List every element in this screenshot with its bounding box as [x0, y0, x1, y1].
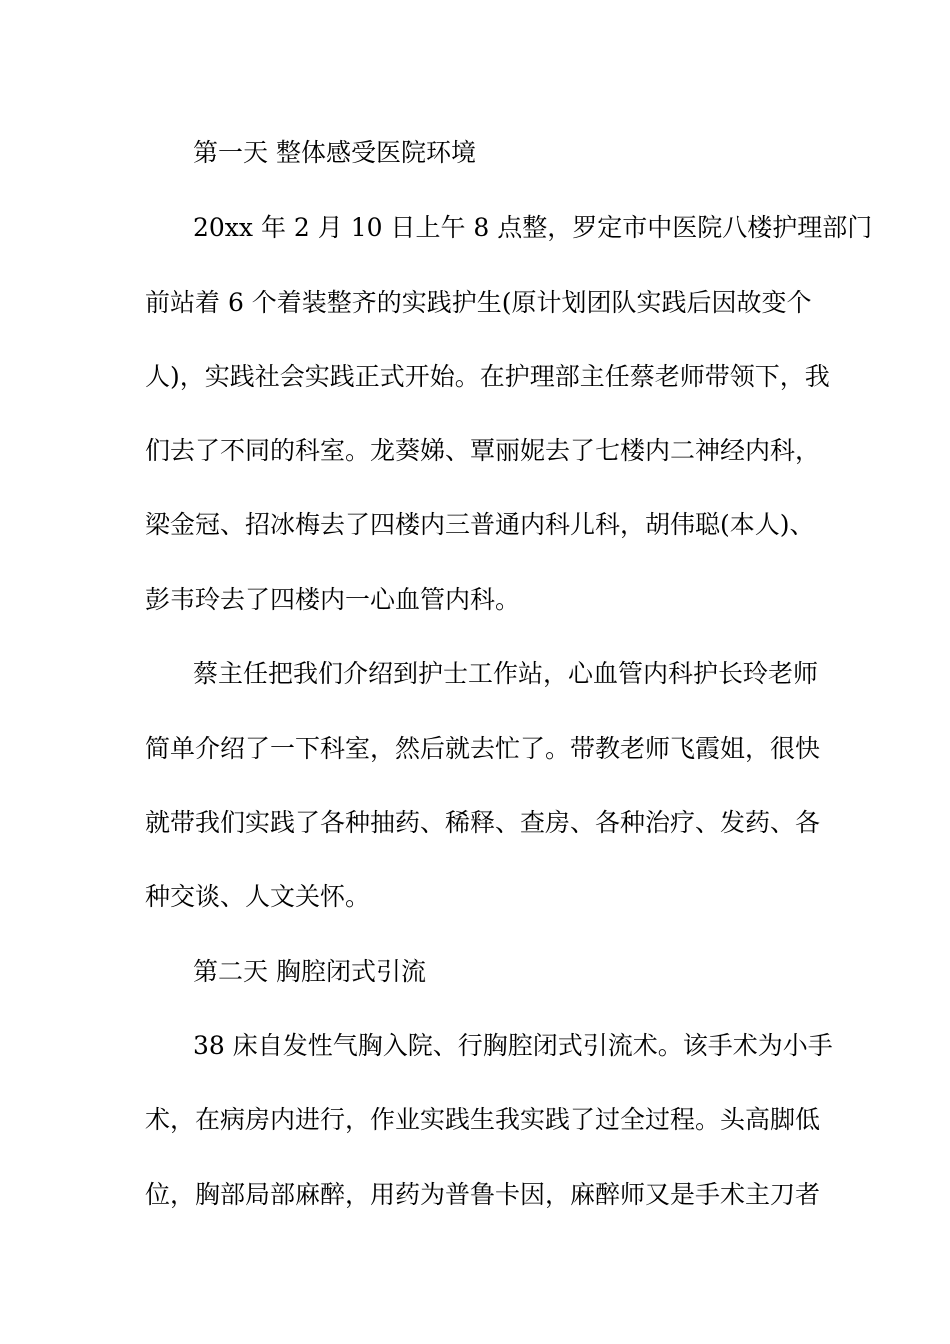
paragraph-line: 蔡主任把我们介绍到护士工作站，心血管内科护长玲老师: [193, 659, 819, 688]
paragraph-line: 20xx 年 2 月 10 日上午 8 点整，罗定市中医院八楼护理部门: [193, 213, 873, 242]
paragraph-line: 简单介绍了一下科室，然后就去忙了。带教老师飞霞姐，很快: [145, 734, 821, 763]
paragraph-line: 38 床自发性气胸入院、行胸腔闭式引流术。该手术为小手: [193, 1031, 833, 1060]
paragraph-line: 人)，实践社会实践正式开始。在护理部主任蔡老师带领下，我: [145, 362, 830, 391]
paragraph-line: 位，胸部局部麻醉，用药为普鲁卡因，麻醉师又是手术主刀者: [145, 1180, 821, 1209]
paragraph-line: 彭韦玲去了四楼内一心血管内科。: [145, 585, 521, 614]
paragraph-line: 就带我们实践了各种抽药、稀释、查房、各种治疗、发药、各: [145, 808, 821, 837]
paragraph-line: 们去了不同的科室。龙葵娣、覃丽妮去了七楼内二神经内科，: [145, 436, 821, 465]
paragraph-line: 梁金冠、招冰梅去了四楼内三普通内科儿科，胡伟聪(本人)、: [145, 510, 815, 539]
section-heading-day-one: 第一天 整体感受医院环境: [193, 138, 476, 167]
paragraph-line: 术，在病房内进行，作业实践生我实践了过全过程。头高脚低: [145, 1105, 821, 1134]
section-heading-day-two: 第二天 胸腔闭式引流: [193, 957, 426, 986]
paragraph-line: 种交谈、人文关怀。: [145, 882, 371, 911]
paragraph-line: 前站着 6 个着装整齐的实践护生(原计划团队实践后因故变个: [145, 288, 812, 317]
